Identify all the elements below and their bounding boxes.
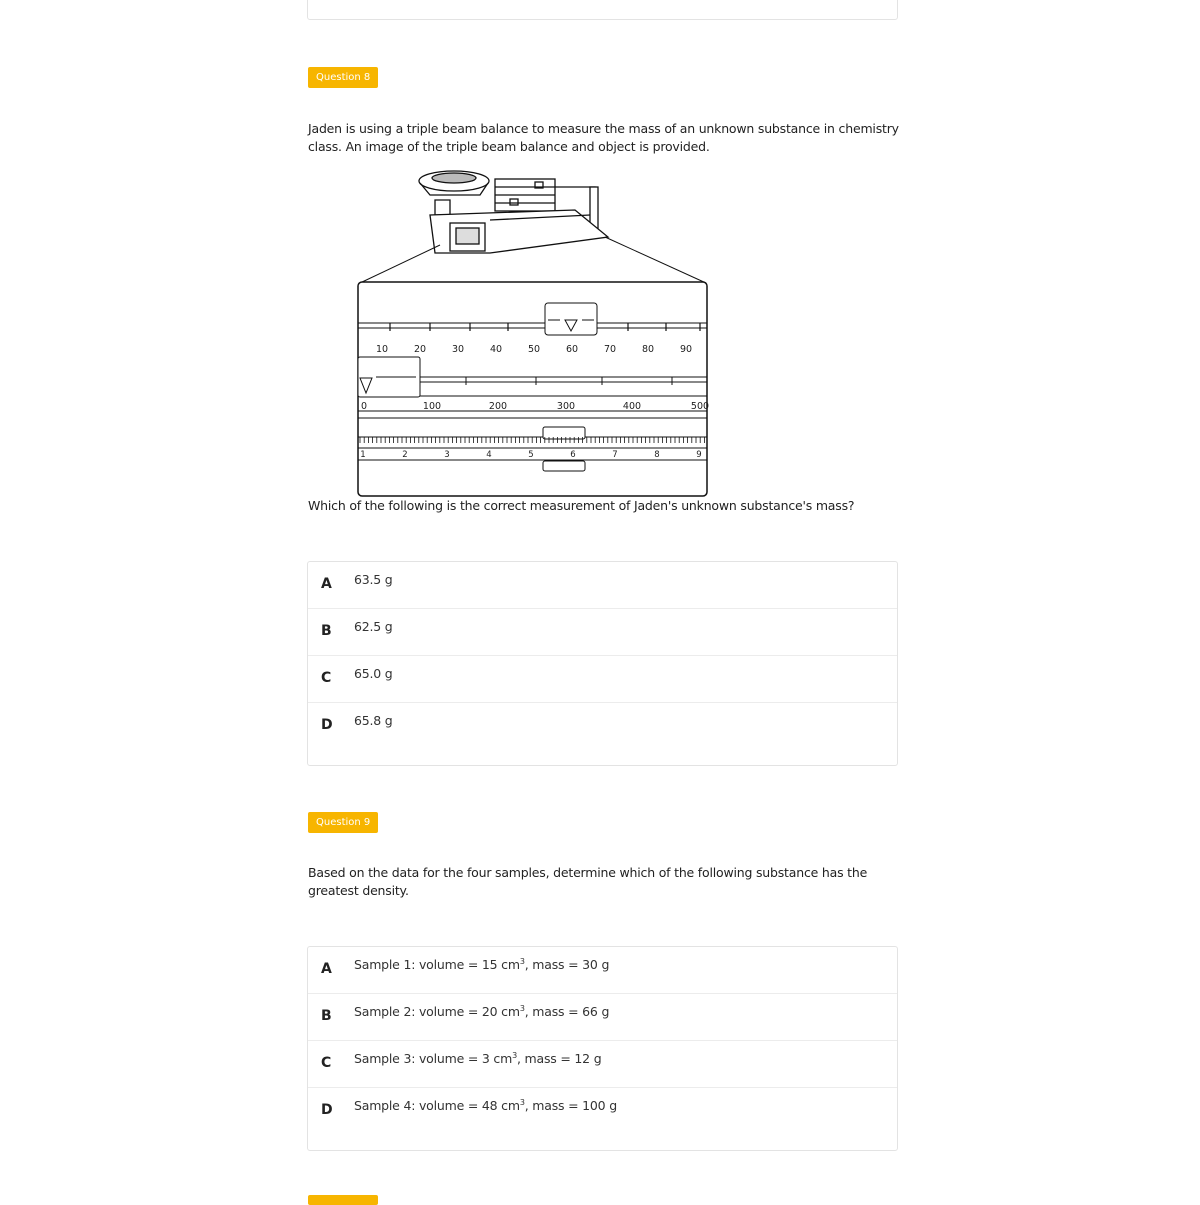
answer-text [354, 1004, 609, 1019]
answer-letter: B [321, 1008, 332, 1024]
answer-letter: C [321, 670, 332, 686]
top-beam-label: 20 [413, 344, 427, 355]
bottom-beam-label: 1 [360, 450, 366, 460]
bottom-beam-label: 5 [528, 450, 534, 460]
answer-letter: B [321, 623, 332, 639]
answer-text-main: Sample 4: volume = 48 cm [354, 1098, 520, 1114]
answer-text-main: Sample 2: volume = 20 cm [354, 1004, 520, 1020]
answer-option-a[interactable] [308, 947, 897, 994]
top-beam-label: 70 [603, 344, 617, 355]
question-9-answers [307, 946, 898, 1151]
middle-beam-label: 400 [622, 401, 642, 412]
answer-letter: A [321, 576, 332, 592]
middle-beam-label: 0 [360, 401, 368, 412]
answer-text-sup: 3 [519, 957, 525, 966]
middle-beam-label: 100 [422, 401, 442, 412]
answer-option-d[interactable] [308, 1088, 897, 1134]
answer-text-rest: , mass = 100 g [524, 1098, 617, 1114]
answer-text: 63.5 g [354, 572, 393, 587]
answer-option-c[interactable] [308, 1041, 897, 1088]
answer-option-b[interactable] [308, 609, 897, 656]
middle-beam-label: 300 [556, 401, 576, 412]
answer-text [354, 1098, 617, 1113]
bottom-beam-label: 3 [444, 450, 450, 460]
answer-text-rest: , mass = 30 g [524, 957, 610, 973]
top-beam-label: 90 [679, 344, 693, 355]
bottom-beam-label: 4 [486, 450, 492, 460]
question-8-text: Jaden is using a triple beam balance to measure the mass of an unknown substance in chemistry class. An image of the triple beam balance and object is provided. [308, 121, 899, 154]
answer-text [354, 1051, 601, 1066]
answer-text-sup: 3 [519, 1098, 525, 1107]
question-8-prompt: Which of the following is the correct measurement of Jaden's unknown substance's mass? [308, 498, 855, 513]
top-beam-label: 10 [375, 344, 389, 355]
answer-letter: D [321, 717, 333, 733]
question-10-badge [308, 1195, 378, 1205]
answer-text-rest: , mass = 66 g [524, 1004, 610, 1020]
answer-option-a[interactable] [308, 562, 897, 609]
bottom-beam-label: 7 [612, 450, 618, 460]
answer-text-main: Sample 1: volume = 15 cm [354, 957, 520, 973]
middle-beam-label: 200 [488, 401, 508, 412]
bottom-beam-label: 8 [654, 450, 660, 460]
bottom-beam-label: 9 [696, 450, 702, 460]
question-9-badge: Question 9 [308, 812, 378, 833]
question-8-answers [307, 561, 898, 766]
answer-letter: C [321, 1055, 332, 1071]
answer-letter: A [321, 961, 332, 977]
answer-option-d[interactable] [308, 703, 897, 749]
answer-text-sup: 3 [512, 1051, 517, 1060]
top-beam-label: 30 [451, 344, 465, 355]
balance-overview-illustration [419, 171, 608, 253]
answer-text: 65.0 g [354, 666, 393, 681]
bottom-beam-label: 2 [402, 450, 408, 460]
answer-letter: D [321, 1102, 333, 1118]
top-beam-label: 50 [527, 344, 541, 355]
top-beam-label: 40 [489, 344, 503, 355]
answer-option-c[interactable] [308, 656, 897, 703]
triple-beam-balance-diagram [350, 165, 720, 500]
answer-text [354, 957, 609, 972]
question-9-text: Based on the data for the four samples, determine which of the following substance has the greatest density. [308, 865, 868, 898]
answer-option-b[interactable] [308, 994, 897, 1041]
previous-question-card [307, 0, 898, 20]
question-8-badge: Question 8 [308, 67, 378, 88]
answer-text-main: Sample 3: volume = 3 cm [354, 1051, 513, 1067]
top-beam-label: 60 [565, 344, 579, 355]
answer-text-sup: 3 [519, 1004, 525, 1013]
top-beam-label: 80 [641, 344, 655, 355]
answer-text: 62.5 g [354, 619, 393, 634]
middle-beam-label: 500 [690, 401, 710, 412]
bottom-beam-label: 6 [570, 450, 576, 460]
answer-text-rest: , mass = 12 g [516, 1051, 602, 1067]
answer-text: 65.8 g [354, 713, 393, 728]
